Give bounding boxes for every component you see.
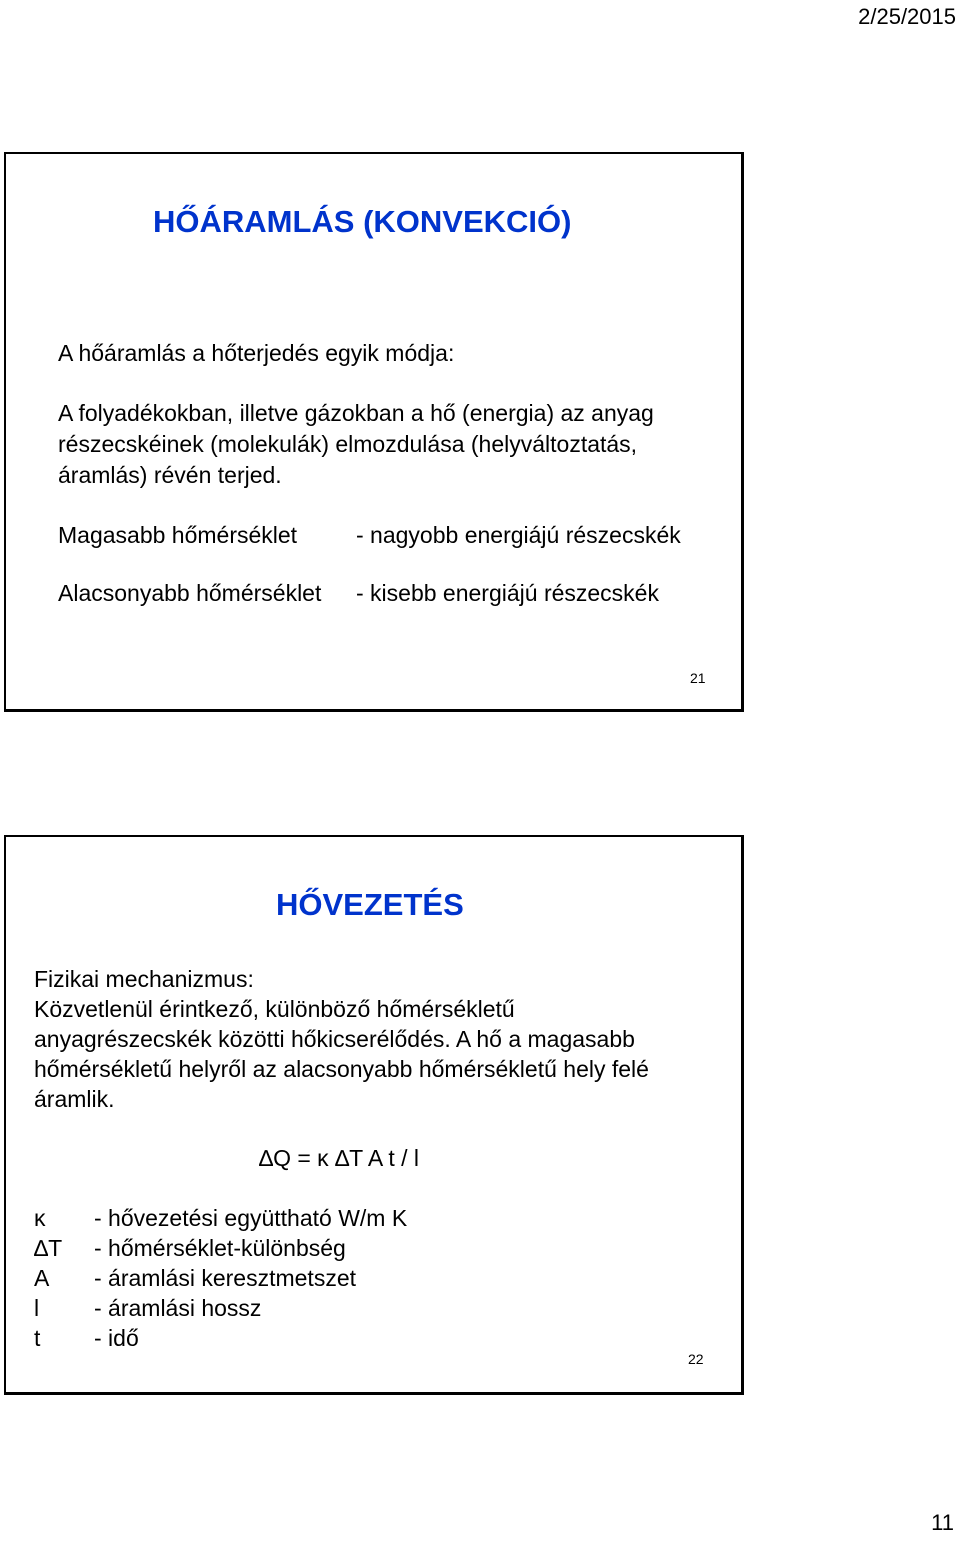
legend-item	[34, 1233, 346, 1263]
legend-item	[34, 1203, 407, 1233]
page-number: 11	[931, 1510, 954, 1535]
intro-text: A hőáramlás a hőterjedés egyik módja:	[58, 340, 455, 366]
print-date: 2/25/2015	[858, 4, 956, 29]
legend-description: - áramlási hossz	[94, 1295, 262, 1321]
legend-item	[34, 1263, 356, 1293]
paragraph-line: áramlik.	[34, 1086, 115, 1112]
legend-description: - áramlási keresztmetszet	[94, 1265, 357, 1291]
legend-description: - hőmérséklet-különbség	[94, 1235, 346, 1261]
legend-symbol: l	[34, 1295, 40, 1321]
legend-item	[34, 1293, 261, 1323]
paragraph-line: áramlás) révén terjed.	[58, 462, 282, 488]
legend-symbol: A	[34, 1265, 50, 1291]
comparison-right: - kisebb energiájú részecskék	[356, 580, 659, 606]
legend-description: - hővezetési együttható W/m K	[94, 1205, 408, 1231]
slide-number: 22	[688, 1351, 704, 1367]
legend-symbol: t	[34, 1325, 41, 1351]
comparison-left: Alacsonyabb hőmérséklet	[58, 580, 322, 606]
slide-title: HŐVEZETÉS	[276, 887, 464, 922]
legend-symbol: κ	[34, 1205, 46, 1231]
comparison-left: Magasabb hőmérséklet	[58, 522, 298, 548]
legend-symbol: ∆T	[34, 1235, 63, 1261]
slide-convection	[4, 152, 744, 712]
slide-title: HŐÁRAMLÁS (KONVEKCIÓ)	[153, 204, 572, 239]
paragraph-line: részecskéinek (molekulák) elmozdulása (helyváltoztatás,	[58, 431, 638, 457]
paragraph-line: Közvetlenül érintkező, különböző hőmérsékletű	[34, 996, 515, 1022]
paragraph-line: Fizikai mechanizmus:	[34, 966, 254, 992]
paragraph-line: hőmérsékletű helyről az alacsonyabb hőmérsékletű hely felé	[34, 1056, 649, 1082]
comparison-right: - nagyobb energiájú részecskék	[356, 522, 681, 548]
paragraph-line: A folyadékokban, illetve gázokban a hő (energia) az anyag	[58, 400, 654, 426]
slide-number: 21	[690, 670, 706, 686]
legend-description: - idő	[94, 1325, 139, 1351]
legend-item	[34, 1323, 139, 1353]
paragraph-line: anyagrészecskék közötti hőkicserélődés. A hő a magasabb	[34, 1026, 635, 1052]
conduction-formula: ∆Q = κ ∆T A t / l	[259, 1145, 420, 1171]
slide-conduction	[4, 835, 744, 1395]
